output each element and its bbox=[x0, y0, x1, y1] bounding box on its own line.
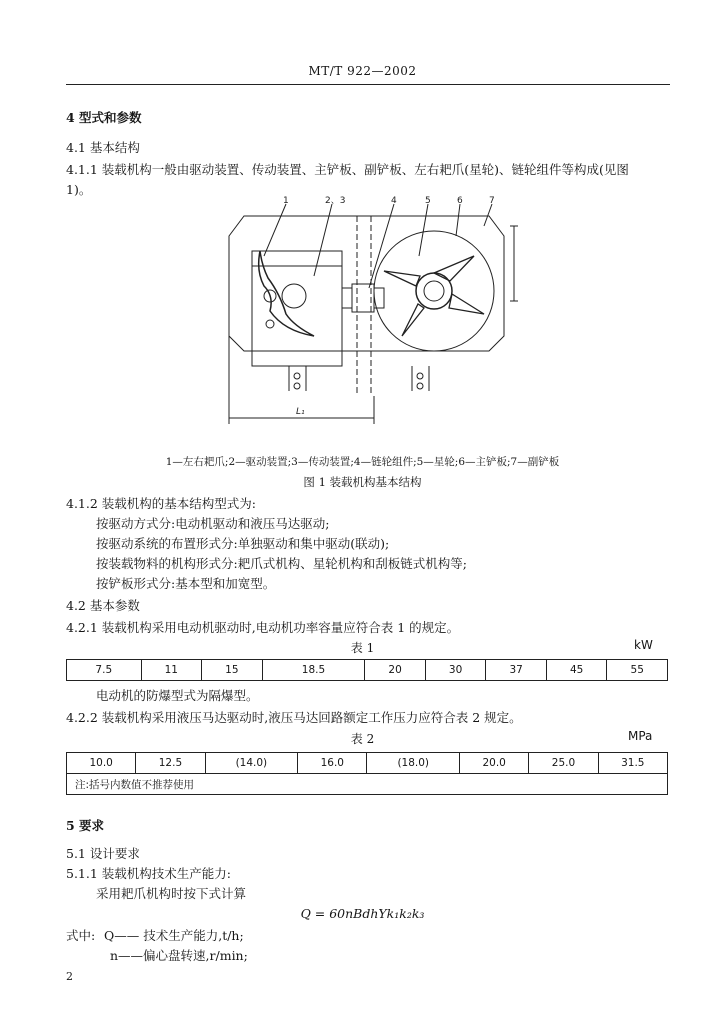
figure-callout: 4 bbox=[391, 196, 397, 206]
figure-callout: 7 bbox=[489, 196, 495, 206]
header-rule bbox=[66, 84, 670, 85]
calculation-intro: 采用耙爪机构时按下式计算 bbox=[96, 886, 247, 901]
table-1-unit: kW bbox=[634, 638, 653, 652]
drive-layout-item: 按驱动系统的布置形式分:单独驱动和集中驱动(联动); bbox=[96, 536, 390, 551]
section-4-title: 4 型式和参数 bbox=[66, 110, 142, 125]
table-row bbox=[67, 660, 668, 681]
table-cell: 16.0 bbox=[298, 753, 367, 774]
table-2-title: 表 2 bbox=[350, 732, 375, 746]
dimension-label: L₁ bbox=[296, 407, 305, 417]
drive-mode-item: 按驱动方式分:电动机驱动和液压马达驱动; bbox=[96, 516, 330, 531]
figure-callout: 2、3 bbox=[325, 196, 346, 206]
shovel-plate-item: 按铲板形式分:基本型和加宽型。 bbox=[96, 576, 276, 591]
standard-code-header: MT/T 922—2002 bbox=[308, 64, 417, 78]
table-cell: 15 bbox=[202, 660, 263, 681]
table-cell: 37 bbox=[486, 660, 547, 681]
table-cell: 20.0 bbox=[460, 753, 529, 774]
table-2-unit: MPa bbox=[628, 729, 653, 743]
table-cell: 12.5 bbox=[136, 753, 205, 774]
figure-callout: 1 bbox=[283, 196, 289, 206]
figure-caption: 图 1 装载机构基本结构 bbox=[303, 475, 422, 489]
section-4-2-1-text: 4.2.1 装载机构采用电动机驱动时,电动机功率容量应符合表 1 的规定。 bbox=[66, 620, 460, 635]
table-cell: 31.5 bbox=[598, 753, 667, 774]
table-row bbox=[67, 753, 668, 774]
where-prefix: 式中: bbox=[66, 928, 96, 943]
section-4-2-2-text: 4.2.2 装载机构采用液压马达驱动时,液压马达回路额定工作压力应符合表 2 规定。 bbox=[66, 710, 522, 725]
table-cell: 10.0 bbox=[67, 753, 136, 774]
table-cell: 18.5 bbox=[262, 660, 365, 681]
section-4-1-title: 4.1 基本结构 bbox=[66, 140, 140, 155]
loading-mechanism-item: 按装载物料的机构形式分:耙爪式机构、星轮机构和刮板链式机构等; bbox=[96, 556, 467, 571]
table-cell: 45 bbox=[546, 660, 607, 681]
table-2 bbox=[66, 752, 668, 795]
figure-1-drawing bbox=[224, 196, 524, 428]
figure-legend: 1—左右耙爪;2—驱动装置;3—传动装置;4—链轮组件;5—星轮;6—主铲板;7—副铲板 bbox=[165, 456, 560, 468]
explosion-proof-note: 电动机的防爆型式为隔爆型。 bbox=[96, 688, 259, 703]
table-1-title: 表 1 bbox=[350, 641, 375, 655]
table-cell: (18.0) bbox=[367, 753, 460, 774]
section-4-2-title: 4.2 基本参数 bbox=[66, 598, 140, 613]
table-row bbox=[67, 774, 668, 795]
section-5-1-title: 5.1 设计要求 bbox=[66, 846, 140, 861]
table-cell: (14.0) bbox=[205, 753, 298, 774]
variable-n-definition: n——偏心盘转速,r/min; bbox=[110, 948, 248, 963]
table-cell: 11 bbox=[141, 660, 202, 681]
table-1 bbox=[66, 659, 668, 681]
section-4-1-1-line1: 4.1.1 装载机构一般由驱动装置、传动装置、主铲板、副铲板、左右耙爪(星轮)、链轮组件等构成(见图 bbox=[66, 162, 629, 177]
section-5-1-1-title: 5.1.1 装载机构技术生产能力: bbox=[66, 866, 231, 881]
table-cell: 55 bbox=[607, 660, 668, 681]
section-5-title: 5 要求 bbox=[66, 818, 105, 833]
figure-callout: 6 bbox=[457, 196, 463, 206]
figure-callout: 5 bbox=[425, 196, 431, 206]
capacity-formula: Q = 60nBdhYk₁k₂k₃ bbox=[300, 906, 425, 921]
table-2-note: 注:括号内数值不推荐使用 bbox=[67, 774, 668, 795]
table-cell: 30 bbox=[425, 660, 486, 681]
page-number: 2 bbox=[66, 970, 73, 983]
table-cell: 20 bbox=[365, 660, 426, 681]
table-cell: 7.5 bbox=[67, 660, 142, 681]
variable-q-definition: Q—— 技术生产能力,t/h; bbox=[104, 928, 244, 943]
section-4-1-2-title: 4.1.2 装载机构的基本结构型式为: bbox=[66, 496, 256, 511]
section-4-1-1-line2: 1)。 bbox=[66, 182, 92, 197]
table-cell: 25.0 bbox=[529, 753, 598, 774]
